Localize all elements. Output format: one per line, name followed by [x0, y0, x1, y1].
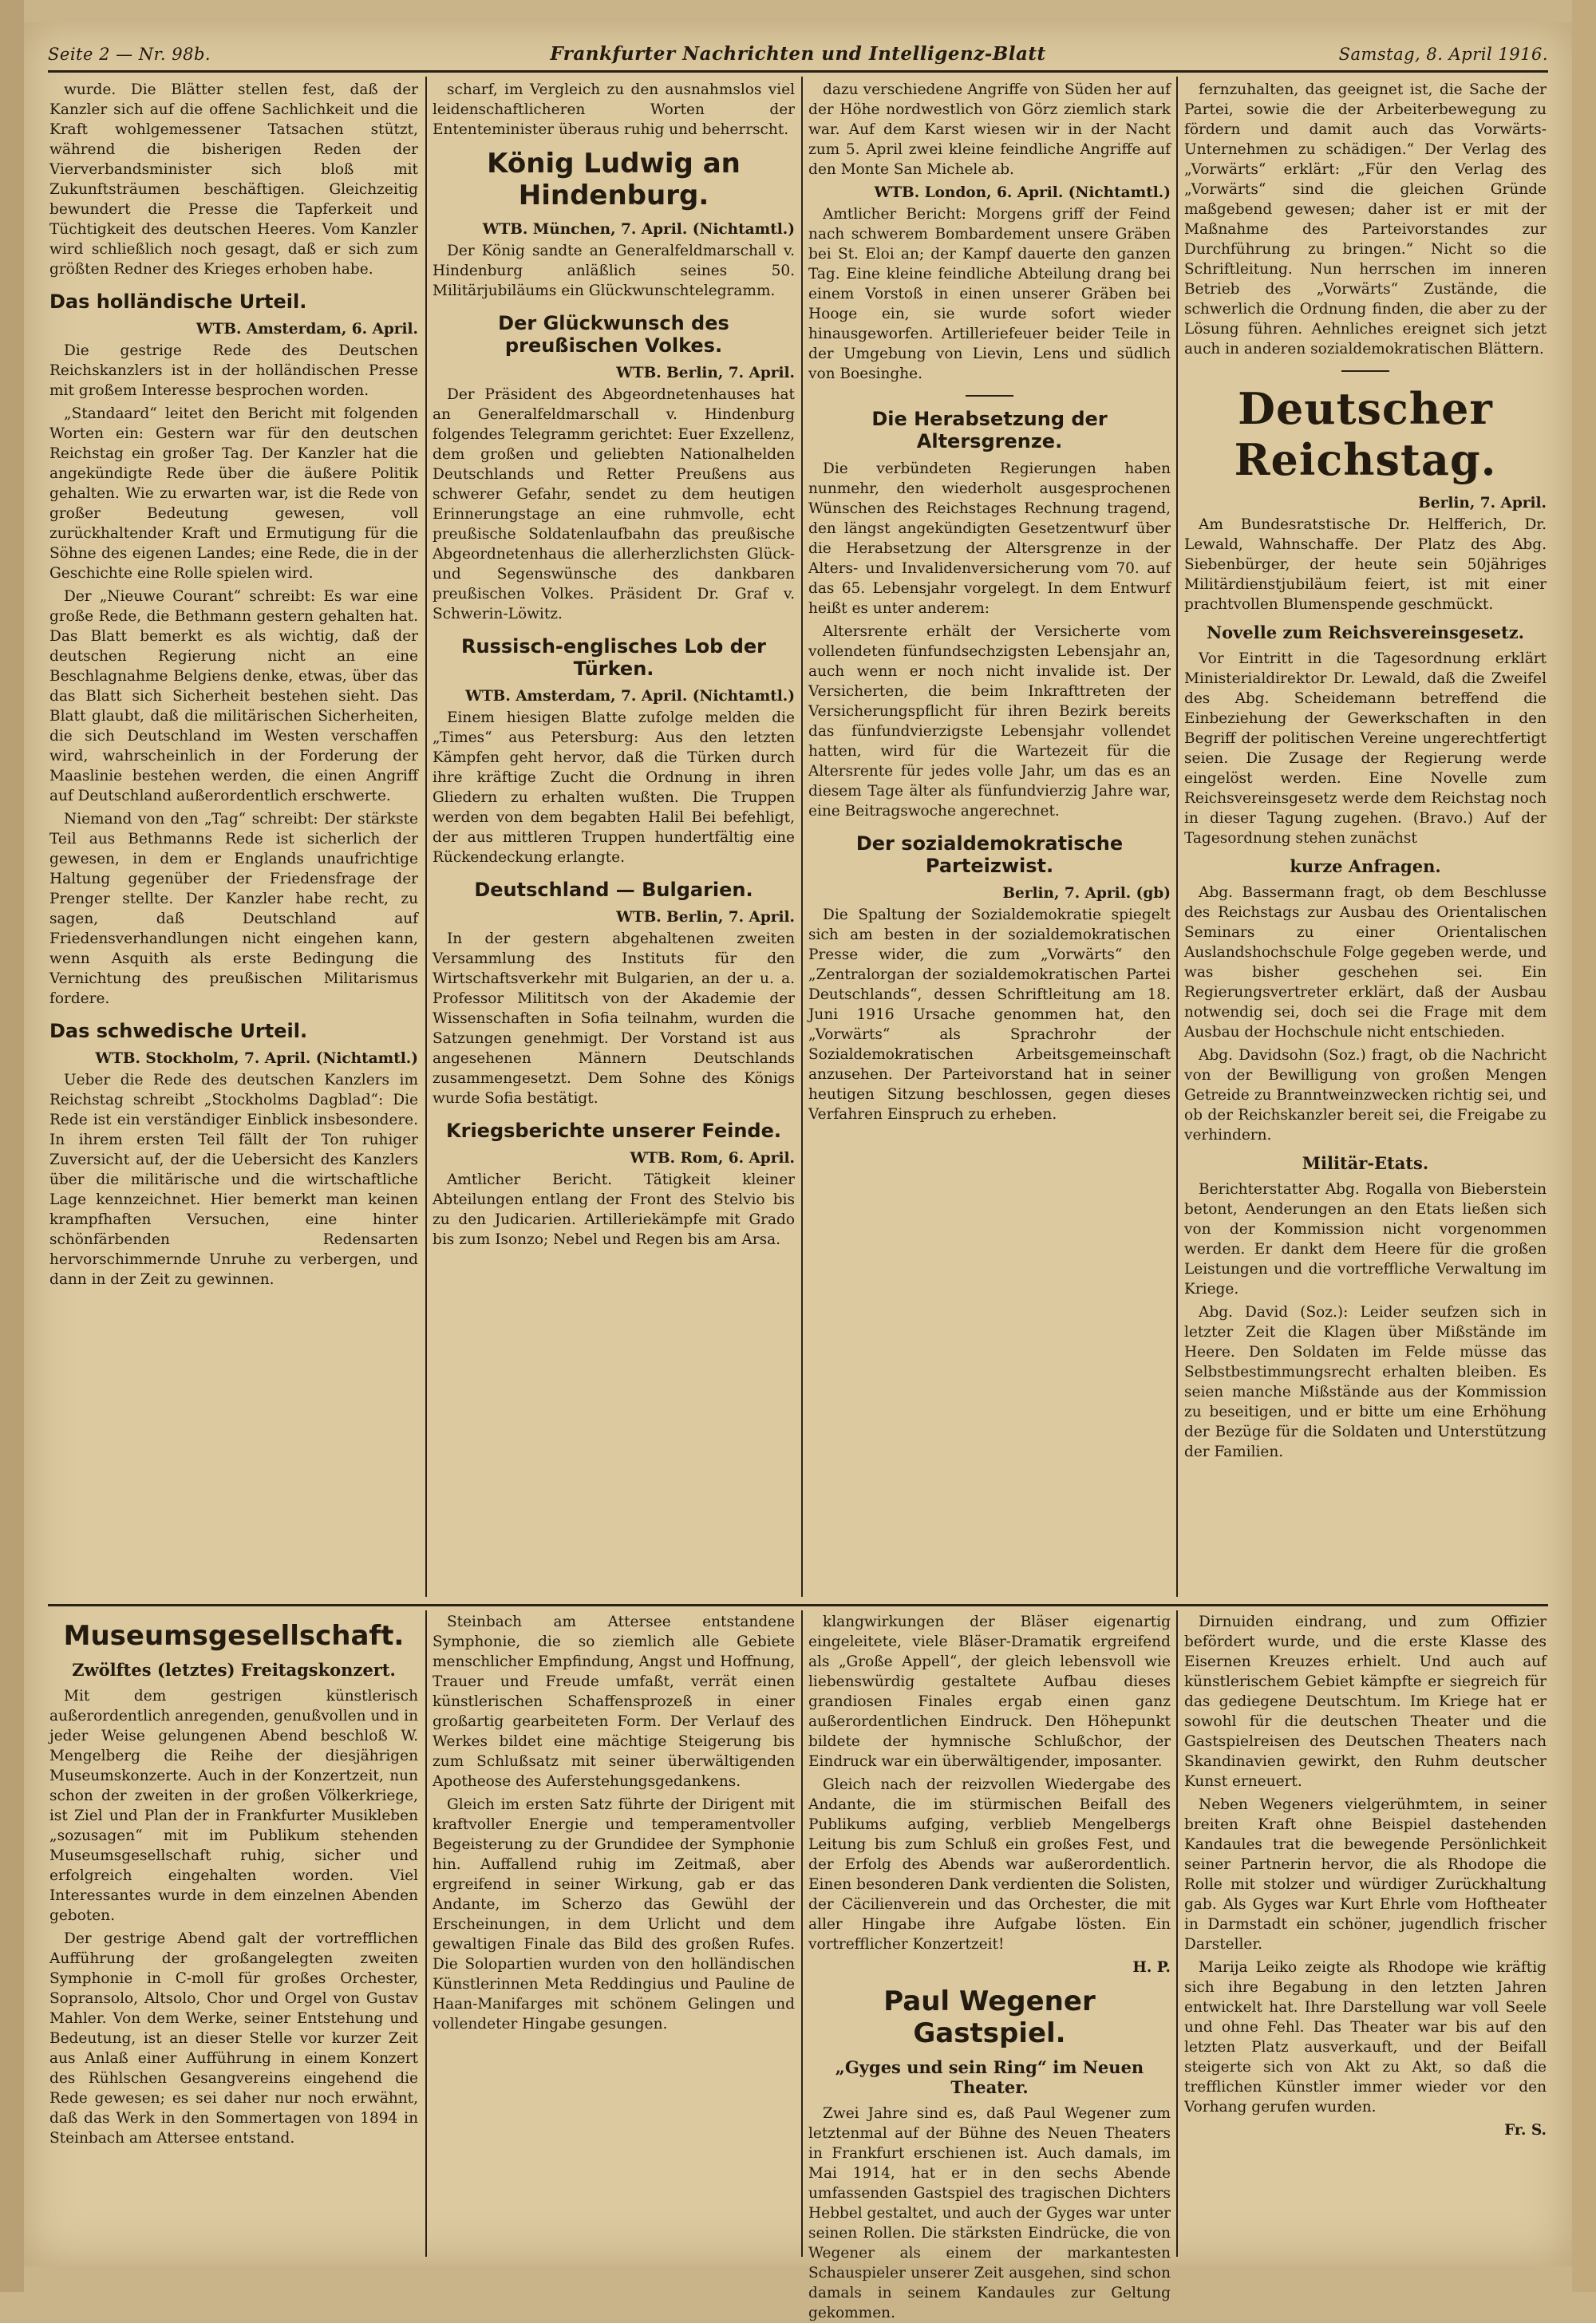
- newspaper-title: Frankfurter Nachrichten und Intelligenz-Blatt: [550, 43, 1046, 65]
- article-text: Niemand von den „Tag“ schreibt: Der stärkste Teil aus Bethmanns Rede ist sicherlich der gewesen, in dem er Englands unaufrichtige Haltung gegenüber der Friedensfrage der Prenger stellte. Der Kanzler habe recht, zu sagen, daß Deutschland auf Friedensverhandlungen nicht eingehen kann, wenn Asquith als erste Bedingung die Vernichtung des preußischen Militarismus fordere.: [49, 811, 418, 1007]
- article-text: Marija Leiko zeigte als Rhodope wie kräftig sich ihre Begabung in den letzten Jahren entwickelt hat. Ihre Darstellung war voll Seele und ohne Fehl. Das Theater war bis auf den letzten Platz ausverkauft, und der Beifall steigerte sich von Akt zu Akt, so daß die trefflichen Künstler immer wieder vor den Vorhang gerufen wurden.: [1184, 1959, 1547, 2116]
- dateline: WTB. München, 7. April. (Nichtamtl.): [482, 221, 795, 238]
- bottom-column-2: [433, 1612, 795, 2250]
- bottom-column-4: [1184, 1612, 1547, 2250]
- article-text: Vor Eintritt in die Tagesordnung erklärt Ministerialdirektor Dr. Lewald, daß die Zweifel des Abg. Scheidemann betreffend die Einbeziehung der Gewerkschaften in den Begriff der politischen Vereine ungerechtfertigt seien. Die Zusage der Regierung werde eingelöst werden. Eine Novelle zum Reichsvereinsgesetz werde dem Reichstag noch in dieser Tagung zugehen. (Bravo.) Auf der Tagesordnung stehen zunächst: [1184, 650, 1547, 847]
- article-text: Gleich im ersten Satz führte der Dirigent mit kraftvoller Energie und temperamentvoller Begeisterung zu der Grundidee der Symphonie hin. Auffallend ruhig im Zeitmaß, aber ergreifend in seiner Wirkung, gab er das Andante, im Scherzo das Gewühl der Erscheinungen, in dem Urlicht und dem gewaltigen Finale das Bild des großen Rufes. Die Solopartien wurden von den holländischen Künstlerinnen Meta Reddingius und Pauline de Haan-Manifarges mit schönem Gelingen und vollendeter Hingabe gesungen.: [433, 1796, 795, 2033]
- bottom-column-1: [49, 1612, 418, 2250]
- headline-museum-society: Museumsgesellschaft.: [63, 1620, 405, 1652]
- column-rule: [425, 1610, 427, 2257]
- article-text: klangwirkungen der Bläser eigenartig eingeleitete, viele Bläser-Dramatik ergreifend als „Große Appell“, der gleich lebensvoll wie liebenswürdig gestaltete Aufbau dieses grandiosen Finales ergab einen ganz außerordentlichen Eindruck. Den Höhepunkt bildete der hymnische Schlußchor, der Eindruck war ein überwältigender, imposanter.: [808, 1614, 1171, 1770]
- dateline: WTB. Berlin, 7. April.: [616, 909, 795, 926]
- headline-reichstag: Deutscher Reichstag.: [1234, 383, 1497, 485]
- section-rule: [48, 1604, 1548, 1606]
- article-text: wurde. Die Blätter stellen fest, daß der Kanzler sich auf die offene Sachlichkeit und die Kraft wohlgemessener Tatsachen stützt, während die bisherigen Reden der Vierverbandsminister sich bloß mit Zukunftsträumen beschäftigen. Gleichzeitig bewundert die Presse die Tapferkeit und Tüchtigkeit des deutschen Heeres. Vom Kanzler wird schließlich noch gesagt, daß er sich zum größten Redner des Krieges erhoben habe.: [49, 81, 418, 278]
- article-text: Abg. David (Soz.): Leider seufzen sich in letzter Zeit die Klagen über Mißstände im Heere. Den Soldaten im Felde müsse das Selbstbestimmungsrecht erhalten bleiben. Es seien manche Mißstände aus der Kommission zu beseitigen, und er bitte um eine Erhöhung der Bezüge für die Soldaten und Unterstützung der Familien.: [1184, 1304, 1547, 1460]
- article-text: In der gestern abgehaltenen zweiten Versammlung des Instituts für den Wirtschaftsverkehr mit Bulgarien, an der u. a. Professor Milititsch von der Akademie der Wissenschaften in Sofia teilnahm, wurden die Satzungen genehmigt. Der Vorstand ist aus angesehenen Männern Deutschlands zusammengesetzt. Dem Sohne des Königs wurde Sofia bestätigt.: [433, 930, 795, 1107]
- column-2: [433, 80, 795, 1600]
- dateline: WTB. Amsterdam, 7. April. (Nichtamtl.): [465, 688, 795, 705]
- article-text: „Standaard“ leitet den Bericht mit folgenden Worten ein: Gestern war für den deutschen Reichstag ein großer Tag. Der Kanzler hat die angekündigte Rede über die äußere Politik gehalten. Wie zu erwarten war, ist die Rede von großer Bedeutung gewesen, voll zurückhaltender Kraft und Ermutigung für die Söhne des eigenen Landes; eine Rede, die in der Geschichte eine Rolle spielen wird.: [49, 405, 418, 582]
- dateline: WTB. Berlin, 7. April.: [616, 365, 795, 381]
- article-text: Abg. Bassermann fragt, ob dem Beschlusse des Reichstags zur Ausbau des Orientalischen Seminars zu einer Orientalischen Auslandshochschule Folge gegeben werde, und was bisher geschehen sei. Ein Regierungsvertreter erklärt, daß der Ausbau notwendig sei, doch sei die Frage mit dem Ausbau der Hochschule nicht entschieden.: [1184, 884, 1547, 1041]
- dateline: WTB. Stockholm, 7. April. (Nichtamtl.): [95, 1050, 418, 1067]
- header-rule: [48, 70, 1548, 73]
- article-text: Amtlicher Bericht. Tätigkeit kleiner Abteilungen entlang der Front des Stelvio bis zu den Judicarien. Artilleriekämpfe mit Grado bis zum Isonzo; Nebel und Regen bis am Arsa.: [433, 1171, 795, 1248]
- dateline: WTB. Amsterdam, 6. April.: [196, 321, 418, 338]
- article-text: Neben Wegeners vielgerühmtem, in seiner breiten Kraft ohne Beispiel dastehenden Kandaules trat die bewegende Persönlichkeit seiner Partnerin hervor, die als Rhodope die Rolle mit stolzer und würdiger Zurückhaltung gab. Als Gyges war Kurt Ehrle vom Hoftheater in Darmstadt ein schöner, jugendlich frischer Darsteller.: [1184, 1796, 1547, 1953]
- author-signature: Fr. S.: [1504, 2122, 1547, 2139]
- subhead-association-law: Novelle zum Reichsvereinsgesetz.: [1206, 622, 1524, 642]
- article-text: Der Präsident des Abgeordnetenhauses hat an Generalfeldmarschall v. Hindenburg folgendes Telegramm gerichtet: Euer Exzellenz, dem großen und geliebten Nationalhelden Deutschlands und Retter Preußens aus schwerer Gefahr, sendet zu dem heutigen Erinnerungstage an eine ruhmvolle, echt preußische Soldatenlaufbahn das preußische Abgeordnetenhaus die allerherzlichsten Glück- und Segenswünsche des dankbaren preußischen Volkes. Präsident Dr. Graf v. Schwerin-Löwitz.: [433, 386, 795, 622]
- article-text: Der König sandte an Generalfeldmarschall v. Hindenburg anläßlich seines 50. Militärjubiläums ein Glückwunschtelegramm.: [433, 243, 795, 299]
- page-number: Seite 2 — Nr. 98b.: [48, 45, 211, 64]
- article-text: Die verbündeten Regierungen haben nunmehr, den wiederholt ausgesprochenen Wünschen des Reichstages Rechnung tragend, den längst angekündigten Gesetzentwurf über die Herabsetzung der Altersgrenze in der Alters- und Invalidenversicherung vom 70. auf das 65. Lebensjahr vorgelegt. In dem Entwurf heißt es unter anderem:: [808, 460, 1171, 617]
- article-text: Der „Nieuwe Courant“ schreibt: Es war eine große Rede, die Bethmann gestern gehalten hat. Das Blatt bemerkt es als wichtig, daß der deutschen Regierung nicht an eine Beschlagnahme Belgiens denke, etwas, über das das Blatt sich Sicherheit bestehen sieht. Das Blatt glaubt, daß die militärischen Sicherheiten, die sich Deutschland im Westen verschaffen wird, wahrscheinlich in der Forderung der Maaslinie bestehen werden, die einen Angriff auf Deutschland außerordentlich erschwerte.: [49, 588, 418, 804]
- headline-germany-bulgaria: Deutschland — Bulgarien.: [474, 879, 753, 901]
- article-text: scharf, im Vergleich zu den ausnahmslos viel leidenschaftlicheren Worten der Ententeminister überaus ruhig und beherrscht.: [433, 81, 795, 138]
- dateline: Berlin, 7. April.: [1418, 495, 1547, 512]
- article-text: Die Spaltung der Sozialdemokratie spiegelt sich am besten in der sozialdemokratischen Presse wider, die zum „Vorwärts“ den „Zentralorgan der sozialdemokratischen Partei Deutschlands“, dessen Schriftleitung am 18. Juni 1916 Ursache genommen hat, den „Vorwärts“ als Sprachrohr der Sozialdemokratischen Arbeitsgemeinschaft anzusehen. Der Parteivorstand hat in seiner heutigen Sitzung beschlossen, gegen dieses Verfahren Einspruch zu erheben.: [808, 907, 1171, 1123]
- column-rule: [801, 77, 803, 1597]
- subhead-short-questions: kurze Anfragen.: [1290, 856, 1441, 876]
- subhead-gyges: „Gyges und sein Ring“ im Neuen Theater.: [835, 2057, 1144, 2097]
- article-text: Berichterstatter Abg. Rogalla von Bieberstein betont, Aenderungen an den Etats ließen sich von der Kommission nicht vorgenommen werden. Er dankt dem Heere für die großen Leistungen und die vortreffliche Verwaltung im Kriege.: [1184, 1181, 1547, 1298]
- headline-king-ludwig: König Ludwig an Hindenburg.: [487, 148, 741, 211]
- article-text: Altersrente erhält der Versicherte vom vollendeten fünfundsechzigsten Lebensjahr an, auch wenn er noch nicht invalide ist. Der Versicherten, die beim Inkrafttreten der Versicherungspflicht für ihren Bezirk bereits das fünfundvierzigste Lebensjahr vollendet hatten, wird für die Wartezeit für die Altersrente für jedes volle Jahr, um das es an diesem Tage älter als fünfundvierzig Jahre war, eine Beitragswoche angerechnet.: [808, 623, 1171, 820]
- column-rule: [425, 77, 427, 1597]
- article-text: dazu verschiedene Angriffe von Süden her auf der Höhe nordwestlich von Görz ziemlich stark war. Auf dem Karst wiesen wir in der Nacht zum 5. April zwei kleine feindliche Angriffe auf den Monte San Michele ab.: [808, 81, 1171, 178]
- article-text: Mit dem gestrigen künstlerisch außerordentlich anregenden, genußvollen und in jeder Weise gelungenen Abend beschloß W. Mengelberg die Reihe der diesjährigen Museumskonzerte. Auch in der Konzertzeit, nun schon der zweiten in der großen Völkerkriege, ist Ziel und Plan der in Frankfurter Musikleben „sozusagen“ mit im Publikum stehenden Museumsgesellschaft ruhig, sicher und erfolgreich eingehalten worden. Viel Interessantes wurde in dem einzelnen Abenden geboten.: [49, 1688, 418, 1924]
- article-text: Die gestrige Rede des Deutschen Reichskanzlers ist in der holländischen Presse mit großem Interesse besprochen worden.: [49, 342, 418, 399]
- paper-edge-left: [0, 0, 24, 2292]
- bottom-column-3: [808, 1612, 1171, 2321]
- dateline: WTB. London, 6. April. (Nichtamtl.): [874, 184, 1171, 201]
- subhead-military-budget: Militär-Etats.: [1302, 1153, 1429, 1173]
- column-1: [49, 80, 418, 1600]
- column-rule: [801, 1610, 803, 2257]
- article-text: Amtlicher Bericht: Morgens griff der Feind nach schwerem Bombardement unsere Gräben bei St. Eloi an; der Kampf dauerte den ganzen Tag. Eine kleine feindliche Abteilung drang bei einem Vorstoß in einen unserer Gräben bei Hooge ein, sie wurde sofort wieder hinausgeworfen. Artilleriefeuer beider Teile in der Umgebung von Lievin, Lens und südlich von Boesinghe.: [808, 206, 1171, 382]
- article-text: fernzuhalten, das geeignet ist, die Sache der Partei, sowie die der Arbeiterbewegung zu fördern und damit auch das Vorwärts-Unternehmen zu schädigen.“ Der Verlag des „Vorwärts“ erklärt: „Für den Verlag des „Vorwärts“ sind die gleichen Gründe maßgebend gewesen; daher ist er mit der Maßnahme des Parteivorstandes zur Durchführung zu bringen.“ Nicht so die Schriftleitung. Nun herrschen im inneren Betrieb des „Vorwärts“ Zustände, die schwerlich die Ordnung finden, die aber zu der Lösung führen. Aehnliches ereignet sich jetzt auch in anderen sozialdemokratischen Blättern.: [1184, 81, 1547, 358]
- subhead-friday-concert: Zwölftes (letztes) Freitagskonzert.: [72, 1660, 396, 1680]
- headline-russian-english-praise: Russisch-englisches Lob der Türken.: [460, 635, 767, 680]
- article-text: Abg. Davidsohn (Soz.) fragt, ob die Nachricht von der Bewilligung von großen Mengen Getreide zu Branntweinzwecken richtig sei, und ob der Reichskanzler bereit sei, die Freigabe zu verhindern.: [1184, 1047, 1547, 1144]
- headline-wegener-guest: Paul Wegener Gastspiel.: [883, 1985, 1096, 2049]
- headline-prussian-greeting: Der Glückwunsch des preußischen Volkes.: [498, 312, 729, 357]
- column-rule: [1176, 1610, 1178, 2257]
- dateline: Berlin, 7. April. (gb): [1002, 885, 1171, 902]
- column-3: [808, 80, 1171, 1600]
- headline-enemy-war-reports: Kriegsberichte unserer Feinde.: [446, 1120, 781, 1142]
- article-text: Der gestrige Abend galt der vortrefflichen Aufführung der großangelegten zweiten Symphonie in C-moll für großes Orchester, Sopransolo, Altsolo, Chor und Orgel von Gustav Mahler. Von dem Werke, seiner Entstehung und Bedeutung, ist an dieser Stelle vor kurzer Zeit aus Anlaß einer Aufführung in einem Konzert des Rühlschen Gesangvereins eingehend die Rede gewesen; es sei daher nur noch erwähnt, daß das Werk in den Sommertagen von 1894 in Steinbach am Attersee entstand.: [49, 1930, 418, 2147]
- dateline: WTB. Rom, 6. April.: [630, 1150, 795, 1167]
- separator: [966, 395, 1013, 397]
- headline-socialdemocratic-dispute: Der sozialdemokratische Parteizwist.: [855, 832, 1124, 877]
- article-text: Gleich nach der reizvollen Wiedergabe des Andante, die im stürmischen Beifall des Publikums aufging, verblieb Mengelbergs Leitung bis zum Schluß ein großes Fest, und der Erfolg des Abends war außerordentlich. Einen besonderen Dank verdienten die Solisten, der Cäcilienverein und das Orchester, die mit aller Hingabe ihre Aufgabe lösten. Ein vortrefflicher Konzertzeit!: [808, 1776, 1171, 1953]
- article-text: Ueber die Rede des deutschen Kanzlers im Reichstag schreibt „Stockholms Dagblad“: Die Rede ist ein verständiger Einblick insbesondere. In ihrem ersten Teil fällt der Ton ruhiger Zuversicht auf, der die Uebersicht des Kanzlers über die militärische und die wirtschaftliche Lage kennzeichnet. Hier bemerkt man keinen krampfhaften Versuchen, eine hinter schönfärbenden Redensarten hervorschimmernde Unruhe zu verbergen, und dann in der Zeit zu gewinnen.: [49, 1072, 418, 1288]
- author-signature: H. P.: [1132, 1959, 1171, 1976]
- article-text: Steinbach am Attersee entstandene Symphonie, die so ziemlich alle Gebiete menschlicher Empfindung, Angst und Hoffnung, Trauer und Freude umfaßt, verrät einen künstlerischen Schaffensprozeß in einer großartig gearbeiteten Form. Der Verlauf des Werkes bildet eine mächtige Steigerung bis zum Schlußsatz mit seiner überwältigenden Apotheose des Auferstehungsgedankens.: [433, 1614, 795, 1790]
- column-4: [1184, 80, 1547, 1600]
- column-rule: [1176, 77, 1178, 1597]
- article-text: Am Bundesratstische Dr. Helfferich, Dr. Lewald, Wahnschaffe. Der Platz des Abg. Siebenbürger, der heute sein 50jähriges Militärdienstjubiläum feiert, ist mit einer prachtvollen Blumenspende geschmückt.: [1184, 516, 1547, 613]
- separator: [1341, 370, 1389, 372]
- issue-date: Samstag, 8. April 1916.: [1338, 45, 1548, 64]
- page-header: [48, 41, 1548, 69]
- article-text: Zwei Jahre sind es, daß Paul Wegener zum letztenmal auf der Bühne des Neuen Theaters in Frankfurt erschienen ist. Auch damals, im Mai 1914, hat er in den sechs Abende umfassenden Gastspiel des tragischen Dichters Hebbel gestaltet, und auch der Gyges war unter seinen Rollen. Die stärksten Eindrücke, die von Wegener als einem der markantesten Schauspieler unserer Zeit ausgehen, sind schon damals in seinem Kandaules zur Geltung gekommen.: [808, 2105, 1171, 2321]
- headline-age-limit: Die Herabsetzung der Altersgrenze.: [871, 408, 1108, 452]
- article-text: Dirnuiden eindrang, und zum Offizier befördert wurde, und die erste Klasse des Eisernen Kreuzes erhielt. Und auch auf künstlerischem Gebiet kämpfte er siegreich für das gediegene Deutschtum. Im Kriege hat er sowohl für die deutschen Theater und die Gastspielreisen des Deutschen Theaters nach Skandinavien gewirkt, den Ruhm deutscher Kunst erneuert.: [1184, 1614, 1547, 1790]
- headline-dutch-verdict: Das holländische Urteil.: [49, 290, 307, 313]
- headline-swedish-verdict: Das schwedische Urteil.: [49, 1020, 308, 1042]
- article-text: Einem hiesigen Blatte zufolge melden die „Times“ aus Petersburg: Aus den letzten Kämpfen geht hervor, daß die Türken durch ihre kräftige Zucht die Ordnung in ihren Gliedern zu erhalten wußten. Die Truppen werden von dem begabten Halil Bei befehligt, der aus mittleren Truppen hundertfältig eine Rückendeckung erlangte.: [433, 709, 795, 866]
- paper-edge-right: [1572, 0, 1596, 2292]
